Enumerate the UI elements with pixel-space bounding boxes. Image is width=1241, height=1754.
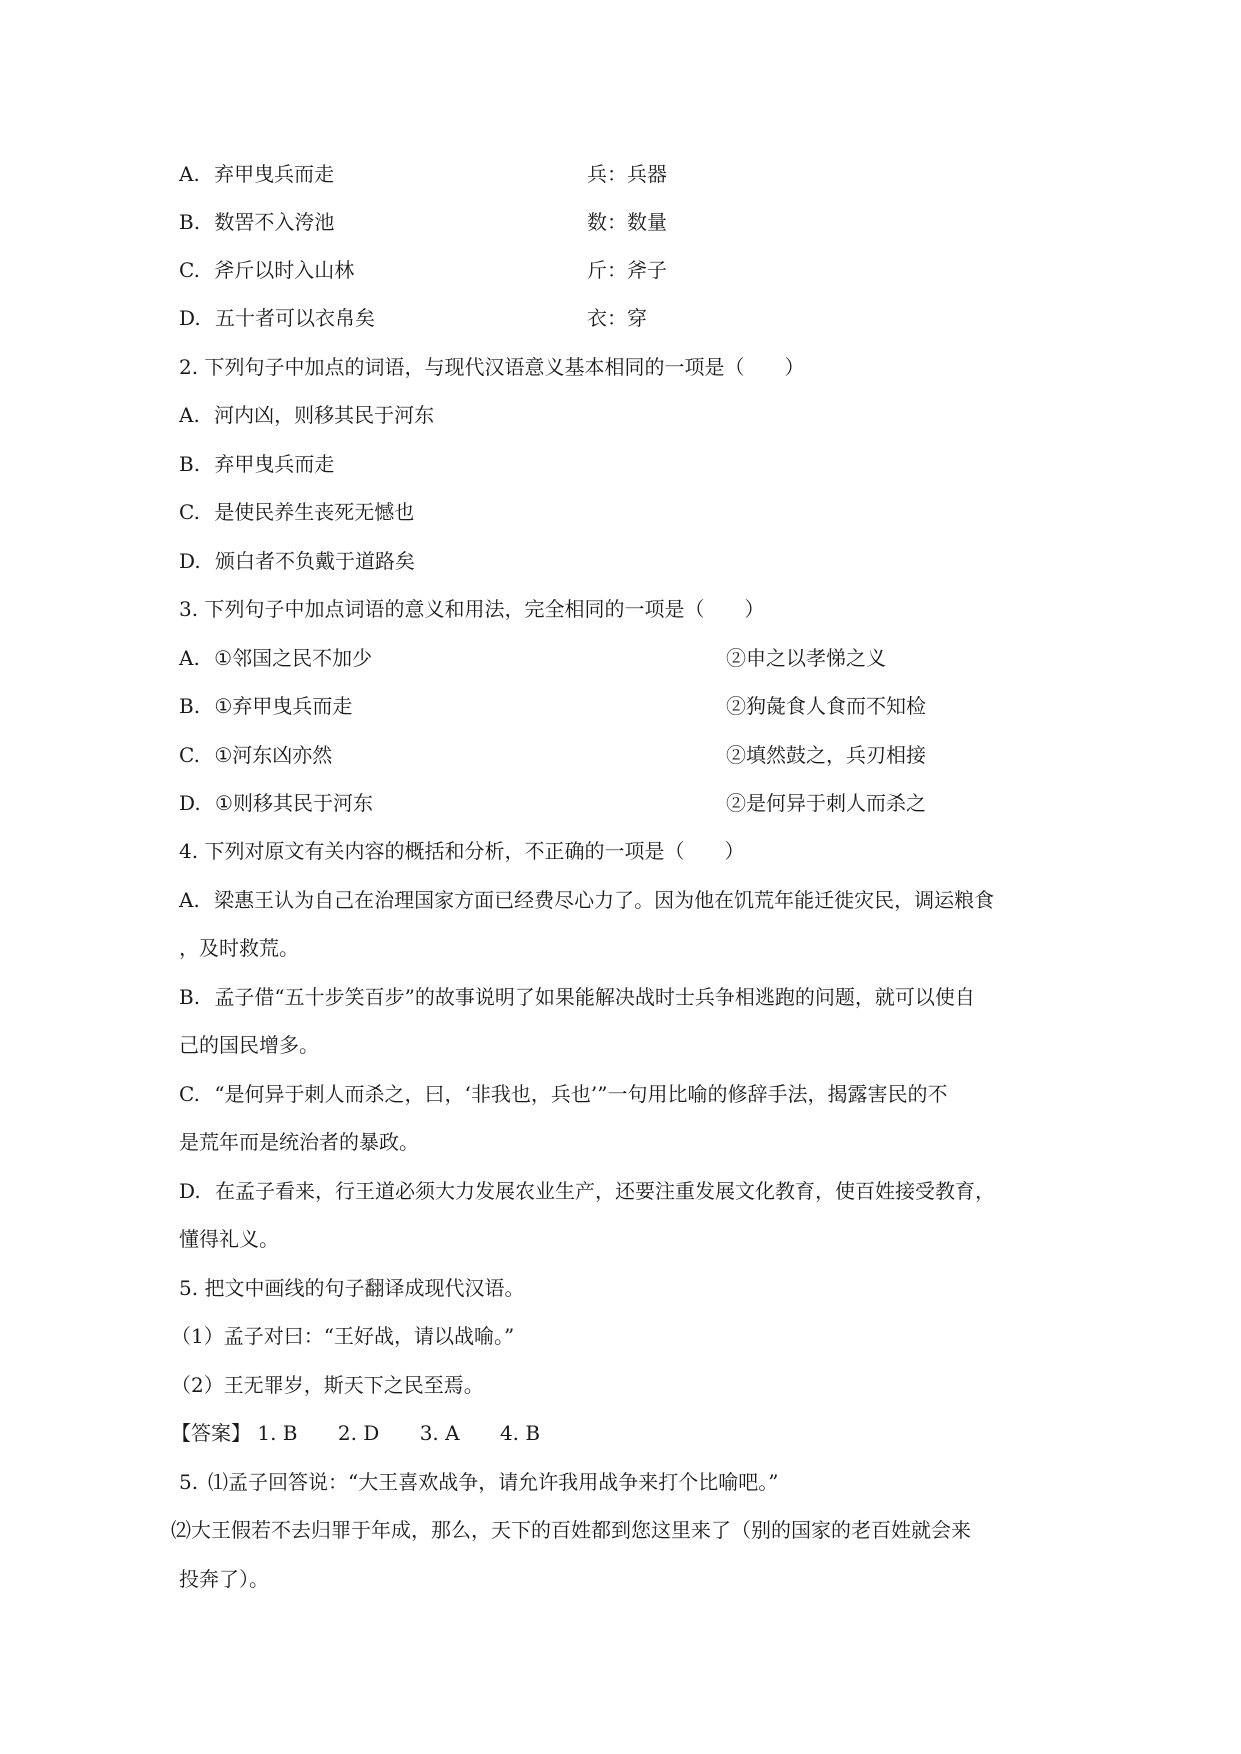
answer-q5-label: 5.	[179, 1470, 199, 1494]
q1-option-b	[179, 208, 667, 236]
answer-q5-2: ⑵大王假若不去归罪于年成，那么，天下的百姓都到您这里来了（别的国家的老百姓就会来	[171, 1518, 971, 1542]
q4-option-b	[179, 983, 975, 1011]
q5-item-2: （2）王无罪岁，斯天下之民至焉。	[171, 1373, 484, 1397]
option-label: B.	[179, 985, 201, 1009]
option-text: 在孟子看来，行王道必须大力发展农业生产，还要注重发展文化教育，使百姓接受教育，	[215, 1179, 996, 1203]
option-label: C.	[179, 258, 200, 282]
option-gloss: 衣：穿	[587, 306, 647, 330]
q3-option-a	[179, 644, 886, 672]
option-first: ①邻国之民不加少	[214, 646, 373, 670]
option-label: A.	[179, 888, 200, 912]
option-text: 弃甲曳兵而走	[214, 452, 335, 476]
q2-option-c	[179, 498, 414, 526]
answer-item: 2. D	[337, 1421, 380, 1445]
option-label: A.	[179, 403, 200, 427]
q1-option-d	[179, 304, 647, 332]
option-second: ②是何异于刺人而杀之	[726, 791, 926, 815]
q3-option-b	[179, 692, 926, 720]
option-text: 梁惠王认为自己在治理国家方面已经费尽心力了。因为他在饥荒年能迁徙灾民，调运粮食	[214, 888, 995, 912]
option-text: 五十者可以衣帛矣	[215, 306, 376, 330]
option-label: D.	[179, 549, 201, 573]
option-label: D.	[179, 1179, 201, 1203]
option-first: ①河东凶亦然	[214, 743, 333, 767]
answer-item: 4. B	[499, 1421, 541, 1445]
option-label: C.	[179, 500, 200, 524]
q3-option-c	[179, 741, 926, 769]
q3-stem: 3. 下列句子中加点词语的意义和用法，完全相同的一项是（ ）	[179, 597, 765, 621]
option-label: B.	[179, 694, 201, 718]
q4-option-d-continued: 懂得礼义。	[179, 1227, 279, 1251]
q1-option-c	[179, 256, 667, 284]
q4-option-c-continued: 是荒年而是统治者的暴政。	[179, 1130, 419, 1154]
answer-label: 【答案】	[171, 1421, 251, 1445]
answer-q5-2-continued: 投奔了）。	[179, 1567, 269, 1591]
q4-option-d	[179, 1177, 995, 1205]
option-text: 弃甲曳兵而走	[214, 162, 335, 186]
option-label: B.	[179, 210, 201, 234]
q1-option-a	[179, 160, 667, 188]
option-label: C.	[179, 1082, 200, 1106]
option-label: A.	[179, 646, 200, 670]
q3-option-d	[179, 789, 926, 817]
q4-option-a-continued: ，及时救荒。	[179, 936, 299, 960]
option-label: A.	[179, 162, 200, 186]
q5-stem: 5. 把文中画线的句子翻译成现代汉语。	[179, 1276, 525, 1300]
answer-line	[171, 1419, 574, 1447]
answer-q5-1: ⑴孟子回答说：“大王喜欢战争，请允许我用战争来打个比喻吧。”	[208, 1470, 779, 1494]
answer-item: 3. A	[419, 1421, 460, 1445]
option-label: C.	[179, 743, 200, 767]
option-gloss: 兵：兵器	[587, 162, 667, 186]
q4-option-b-continued: 己的国民增多。	[179, 1033, 319, 1057]
q4-option-a	[179, 886, 994, 914]
option-text: 斧斤以时入山林	[214, 258, 355, 282]
option-second: ②申之以孝悌之义	[726, 646, 886, 670]
option-label: D.	[179, 306, 201, 330]
option-second: ②填然鼓之，兵刃相接	[726, 743, 926, 767]
answer-item: 1. B	[257, 1421, 298, 1445]
option-text: 是使民养生丧死无憾也	[214, 500, 415, 524]
option-gloss: 斤：斧子	[587, 258, 667, 282]
option-first: ①则移其民于河东	[215, 791, 373, 815]
q4-stem: 4. 下列对原文有关内容的概括和分析，不正确的一项是（ ）	[179, 839, 745, 863]
option-first: ①弃甲曳兵而走	[214, 694, 353, 718]
option-text: 颁白者不负戴于道路矣	[215, 549, 416, 573]
q2-option-a	[179, 401, 434, 429]
q2-option-b	[179, 450, 334, 478]
q2-option-d	[179, 547, 415, 575]
option-text: 孟子借“五十步笑百步”的故事说明了如果能解决战时士兵争相逃跑的问题，就可以使自	[214, 985, 975, 1009]
option-second: ②狗彘食人食而不知检	[726, 694, 926, 718]
option-label: B.	[179, 452, 201, 476]
option-gloss: 数：数量	[587, 210, 667, 234]
option-text: 数罟不入洿池	[214, 210, 335, 234]
option-text: 河内凶，则移其民于河东	[214, 403, 435, 427]
option-text: “是何异于刺人而杀之，曰，‘非我也，兵也’”一句用比喻的修辞手法，揭露害民的不	[214, 1082, 948, 1106]
q2-stem: 2. 下列句子中加点的词语，与现代汉语意义基本相同的一项是（ ）	[179, 355, 805, 379]
option-label: D.	[179, 791, 201, 815]
q5-item-1: （1）孟子对曰：“王好战，请以战喻。”	[171, 1324, 515, 1348]
q4-option-c	[179, 1080, 947, 1108]
